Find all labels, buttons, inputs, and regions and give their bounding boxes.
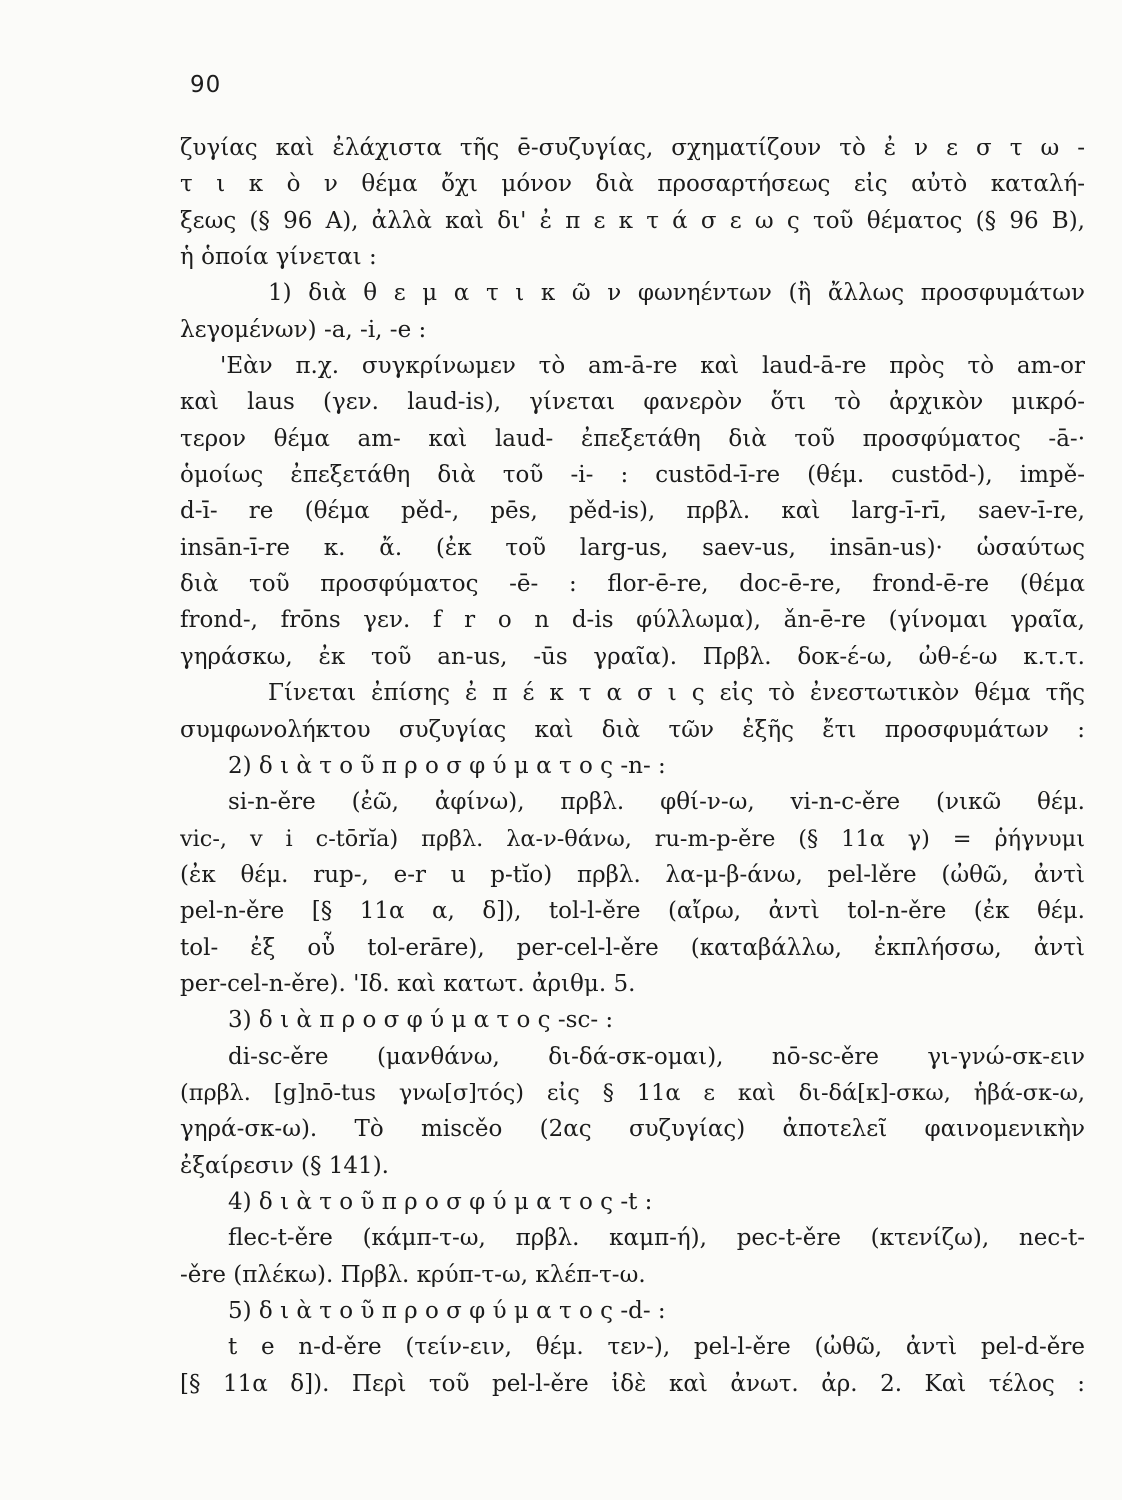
page-text-body bbox=[180, 130, 1085, 1402]
text-line: di-sc-ěre (μανθάνω, δι-δά-σκ-ομαι), nō-sc-ěre γι-γνώ-σκ-ειν bbox=[228, 1043, 1085, 1070]
text-line: γηράσκω, ἐκ τοῦ an-us, -ūs γραῖα). Πρβλ. δοκ-έ-ω, ὠθ-έ-ω κ.τ.τ. bbox=[180, 643, 1085, 670]
text-line: vic-, v i c-tōrĭa) πρβλ. λα-ν-θάνω, ru-m-p-ěre (§ 11α γ) = ῥήγνυμι bbox=[180, 825, 1085, 852]
text-line: τερον θέμα am- καὶ laud- ἐπεξετάθη διὰ τοῦ προσφύματος -ā-· bbox=[180, 425, 1085, 452]
text-line: λεγομένων) -a, -i, -e : bbox=[180, 316, 427, 343]
text-line: 4) δ ι ὰ τ ο ῦ π ρ ο σ φ ύ μ α τ ο ς -t : bbox=[228, 1188, 653, 1215]
text-line: t e n-d-ěre (τείν-ειν, θέμ. τεν-), pel-l-ěre (ὠθῶ, ἀντὶ pel-d-ěre bbox=[228, 1334, 1085, 1361]
text-line: ζυγίας καὶ ἐλάχιστα τῆς ē-συζυγίας, σχηματίζουν τὸ ἐ ν ε σ τ ω - bbox=[180, 135, 1085, 161]
text-line: συμφωνολήκτου συζυγίας καὶ διὰ τῶν ἑξῆς ἔτι προσφυμάτων : bbox=[180, 716, 1085, 743]
text-line: ὁμοίως ἐπεξετάθη διὰ τοῦ -i- : custōd-ī-re (θέμ. custōd-), impě- bbox=[180, 462, 1085, 489]
text-line: διὰ τοῦ προσφύματος -ē- : flor-ē-re, doc-ē-re, frond-ē-re (θέμα bbox=[180, 571, 1085, 598]
text-line: per-cel-n-ěre). 'Ιδ. καὶ κατωτ. ἀριθμ. 5. bbox=[180, 970, 636, 997]
text-line: τ ι κ ὸ ν θέμα ὄχι μόνον διὰ προσαρτήσεως εἰς αὐτὸ καταλή- bbox=[180, 171, 1085, 198]
text-line: 'Εὰν π.χ. συγκρίνωμεν τὸ am-ā-re καὶ laud-ā-re πρὸς τὸ am-or bbox=[220, 353, 1085, 380]
text-line: tol- ἐξ οὗ tol-erāre), per-cel-l-ěre (καταβάλλω, ἐκπλήσσω, ἀντὶ bbox=[180, 934, 1085, 961]
text-line: ἐξαίρεσιν (§ 141). bbox=[180, 1152, 389, 1179]
text-line: pel-n-ěre [§ 11α α, δ]), tol-l-ěre (αἴρω, ἀντὶ tol-n-ěre (ἐκ θέμ. bbox=[180, 898, 1085, 925]
text-line: d-ī- re (θέμα pěd-, pēs, pěd-is), πρβλ. καὶ larg-ī-rī, saev-ī-re, bbox=[180, 498, 1085, 525]
text-line: insān-ī-re κ. ἄ. (ἐκ τοῦ larg-us, saev-us, insān-us)· ὡσαύτως bbox=[180, 534, 1085, 561]
text-line: (πρβλ. [g]nō-tus γνω[σ]τός) εἰς § 11α ε καὶ δι-δά[κ]-σκω, ἡβά-σκ-ω, bbox=[180, 1079, 1085, 1106]
text-line: si-n-ěre (ἐῶ, ἀφίνω), πρβλ. φθί-ν-ω, vi-n-c-ěre (νικῶ θέμ. bbox=[228, 789, 1085, 816]
text-line: (ἐκ θέμ. rup-, e-r u p-tĭo) πρβλ. λα-μ-β-άνω, pel-lěre (ὠθῶ, ἀντὶ bbox=[180, 861, 1085, 888]
text-line: καὶ laus (γεν. laud-is), γίνεται φανερὸν ὅτι τὸ ἀρχικὸν μικρό- bbox=[180, 389, 1085, 416]
text-line: -ěre (πλέκω). Πρβλ. κρύπ-τ-ω, κλέπ-τ-ω. bbox=[180, 1261, 646, 1288]
text-line: 3) δ ι ὰ π ρ ο σ φ ύ μ α τ ο ς -sc- : bbox=[228, 1007, 614, 1034]
text-line: frond-, frōns γεν. f r o n d-is φύλλωμα), ǎn-ē-re (γίνομαι γραῖα, bbox=[180, 607, 1085, 634]
text-line: 1) διὰ θ ε μ α τ ι κ ῶ ν φωνηέντων (ἢ ἄλλως προσφυμάτων bbox=[268, 280, 1085, 307]
text-line: ἡ ὁποία γίνεται : bbox=[180, 244, 377, 271]
text-line: flec-t-ěre (κάμπ-τ-ω, πρβλ. καμπ-ή), pec-t-ěre (κτενίζω), nec-t- bbox=[228, 1225, 1085, 1252]
text-line: 5) δ ι ὰ τ ο ῦ π ρ ο σ φ ύ μ α τ ο ς -d- : bbox=[228, 1298, 666, 1324]
text-line: [§ 11α δ]). Περὶ τοῦ pel-l-ěre ἰδὲ καὶ ἀνωτ. ἀρ. 2. Καὶ τέλος : bbox=[180, 1370, 1085, 1397]
text-line: 2) δ ι ὰ τ ο ῦ π ρ ο σ φ ύ μ α τ ο ς -n- : bbox=[228, 752, 666, 779]
text-line: Γίνεται ἐπίσης ἐ π έ κ τ α σ ι ς εἰς τὸ ἐνεστωτικὸν θέμα τῆς bbox=[268, 680, 1085, 707]
text-line: γηρά-σκ-ω). Τὸ miscěo (2ας συζυγίας) ἀποτελεῖ φαινομενικὴν bbox=[180, 1116, 1085, 1143]
text-line: ξεως (§ 96 Α), ἀλλὰ καὶ δι' ἐ π ε κ τ ά σ ε ω ς τοῦ θέματος (§ 96 Β), bbox=[180, 207, 1085, 234]
page-number: 90 bbox=[190, 72, 222, 98]
